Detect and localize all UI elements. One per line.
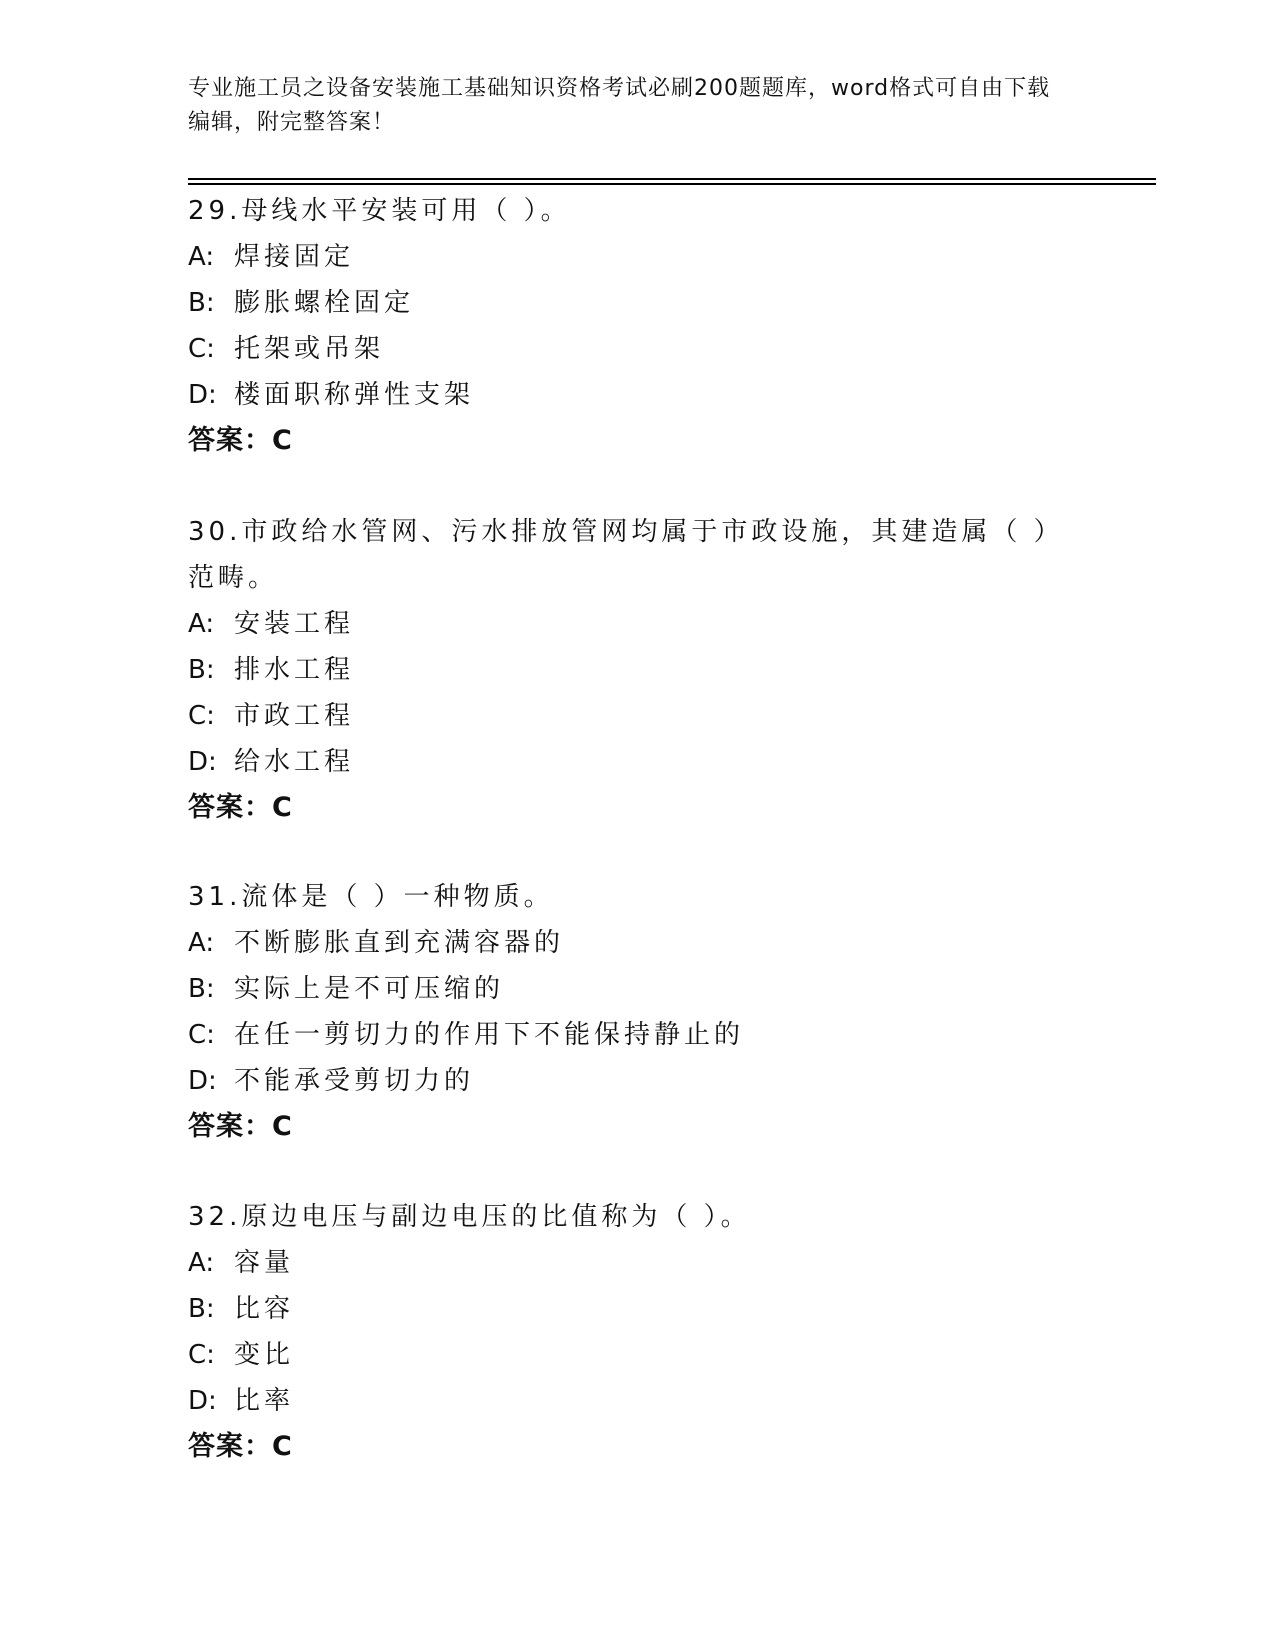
- option-letter: B:: [188, 974, 215, 1004]
- option-d: [188, 372, 1088, 418]
- option-b: [188, 1286, 1088, 1332]
- question-title: 29.母线水平安装可用（ ）。: [188, 196, 571, 226]
- option-text: 安装工程: [234, 609, 355, 639]
- question-title: 31.流体是（ ）一种物质。: [188, 882, 554, 912]
- option-letter: D:: [188, 380, 217, 410]
- option-d: [188, 1378, 1088, 1424]
- option-b: [188, 966, 1088, 1012]
- option-text: 变比: [234, 1340, 295, 1370]
- option-letter: A:: [188, 1248, 215, 1278]
- document-header: 专业施工员之设备安装施工基础知识资格考试必刷200题题库，word格式可自由下载编辑，附完整答案！: [188, 76, 1051, 135]
- option-letter: C:: [188, 1340, 215, 1370]
- option-c: [188, 1332, 1088, 1378]
- option-letter: B:: [188, 1294, 215, 1324]
- question-title: 30.市政给水管网、污水排放管网均属于市政设施，其建造属（ ）范畴。: [188, 517, 1064, 593]
- option-letter: D:: [188, 1066, 217, 1096]
- question-title: 32.原边电压与副边电压的比值称为（ ）。: [188, 1202, 751, 1232]
- option-a: [188, 920, 1088, 966]
- option-text: 比容: [234, 1294, 295, 1324]
- option-text: 膨胀螺栓固定: [234, 288, 415, 318]
- option-text: 实际上是不可压缩的: [234, 974, 505, 1004]
- question-29: [188, 188, 1088, 464]
- option-letter: A:: [188, 242, 215, 272]
- option-text: 楼面职称弹性支架: [234, 380, 475, 410]
- answer-line: 答案：C: [188, 425, 293, 456]
- question-30: [188, 509, 1088, 831]
- question-31: [188, 874, 1088, 1150]
- option-letter: C:: [188, 1020, 215, 1050]
- option-letter: A:: [188, 928, 215, 958]
- option-text: 市政工程: [234, 701, 355, 731]
- option-d: [188, 1058, 1088, 1104]
- option-a: [188, 601, 1088, 647]
- option-text: 不能承受剪切力的: [234, 1066, 475, 1096]
- option-b: [188, 280, 1088, 326]
- option-b: [188, 647, 1088, 693]
- answer-line: 答案：C: [188, 1431, 293, 1462]
- option-c: [188, 326, 1088, 372]
- option-letter: D:: [188, 747, 217, 777]
- option-a: [188, 234, 1088, 280]
- option-letter: B:: [188, 288, 215, 318]
- option-text: 在任一剪切力的作用下不能保持静止的: [234, 1020, 745, 1050]
- option-d: [188, 739, 1088, 785]
- answer-line: 答案：C: [188, 1111, 293, 1142]
- option-text: 焊接固定: [234, 242, 355, 272]
- header-divider-top: [188, 178, 1156, 180]
- option-text: 托架或吊架: [234, 334, 385, 364]
- option-text: 排水工程: [234, 655, 355, 685]
- option-text: 不断膨胀直到充满容器的: [234, 928, 565, 958]
- option-text: 比率: [234, 1386, 295, 1416]
- question-32: [188, 1194, 1088, 1470]
- option-text: 给水工程: [234, 747, 355, 777]
- option-letter: B:: [188, 655, 215, 685]
- option-c: [188, 693, 1088, 739]
- option-letter: C:: [188, 701, 215, 731]
- option-c: [188, 1012, 1088, 1058]
- option-letter: A:: [188, 609, 215, 639]
- answer-line: 答案：C: [188, 792, 293, 823]
- option-a: [188, 1240, 1088, 1286]
- option-letter: C:: [188, 334, 215, 364]
- option-text: 容量: [234, 1248, 295, 1278]
- header-divider-bottom: [188, 183, 1156, 185]
- option-letter: D:: [188, 1386, 217, 1416]
